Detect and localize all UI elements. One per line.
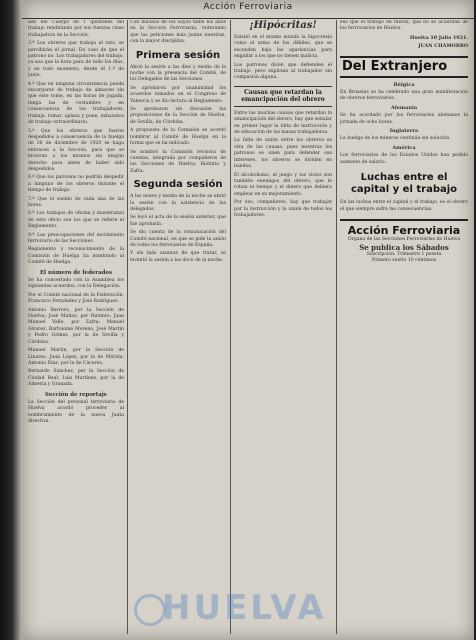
scan-edge (0, 0, 22, 640)
paragraph: En las luchas entre el capital y el trabajo, es el obrero el que siempre sufre las consecuencias. (340, 200, 468, 212)
country-heading: América (392, 144, 416, 151)
paragraph: Se nombró la Comisión revisora de cuentas, integrada por compañeros de las Secciones de Huelva, Riotinto y Zafra. (130, 149, 226, 174)
masthead (22, 0, 474, 19)
paragraph: Por eso, compañeros, hay que trabajar por la instrucción y la unión de todos los trabajadores. (234, 200, 332, 218)
box-subtitle: Órgano de las Secciones Ferroviarias de Huelva (347, 236, 461, 242)
session-heading: Primera sesión (135, 49, 221, 61)
paragraph: La Sección del personal ferroviario de Huelva acordó proceder al nombramiento de la nueva Junta directiva. (28, 399, 124, 425)
watermark: HUELVA (162, 588, 327, 628)
paragraph: Bernardo Sánchez, por la Sección de Ciudad Real; Luis Martínez, por la de Almería y Granada. (28, 369, 124, 388)
column-rule (336, 20, 337, 634)
signature: JUAN CHAMORRO (418, 43, 468, 50)
masthead-title: Acción Ferroviaria (203, 2, 293, 12)
paragraph: 4.º Que en ninguna circunstancia pueda encargarse de trabajo de almacen sin que éste tome, en las horas de jugada, tenga las de costumbre y en consecuencia de los trabajadores, trabaja, tomar, aplaza y pone, exhaustos de trabajo extraordinario. (28, 81, 124, 126)
paragraph: Por el Comité nacional de la Federación, Francisco Fernández y José Rodríguez. (28, 292, 124, 305)
column-1 (28, 20, 124, 634)
column-rule (230, 20, 231, 634)
column-2 (130, 20, 226, 634)
section-heading: El número de federados (39, 269, 113, 276)
paragraph: Con muchos de los suyos tiene los años en la Sección Ferroviaria, reiterando que las peticiones más justas nuestras, con la mayor disciplina. (130, 20, 226, 45)
paragraph: En Bruselas se ha celebrado una gran manifestación de obreros ferroviarios. (340, 90, 468, 102)
paragraph: Se dio cuenta de la comunicación del Comité nacional, en que se pide la unión de todos los ferroviarios de España. (130, 230, 226, 248)
masthead-box (340, 219, 468, 264)
paragraph: La falta de unión entre los obreros es otra de las causas, pues mientras los patronos se unen para defender sus intereses, los obreros se dividen en bandos. (234, 138, 332, 170)
paragraph: 7.º Que el sueldo de cada una de las horas. (28, 196, 124, 208)
box-price: Número suelto 10 céntimos (371, 257, 437, 263)
column-3 (234, 20, 332, 634)
paragraph: 3.º Los obreros que trabaja al rato, se percibirán el jornal. En caso de que el patrono no. Los trabajadores del trabajo, ya sea que la hora para de todo los días, y en todo momento, desde el 1.º de junio. (28, 41, 124, 79)
paragraph: Y sin más asuntos de que tratar, se levantó la sesión a las doce de la noche. (130, 251, 226, 263)
paragraph: Entre las muchas causas que retardan la emancipación del obrero, hay que señalar en primer lugar la falta de instrucción y de educación de las masas trabajadoras. (234, 110, 332, 136)
paragraph: Se aprobaron sin discusión las proposiciones de la Sección de Huelva, de Sevilla, de Córdoba. (130, 107, 226, 125)
section-banner: Del Extranjero (340, 56, 468, 78)
article-title: Causas que retardan la emancipación del obrero (234, 86, 332, 107)
paragraph: A propuesta de la Comisión se acordó nombrar al Comité de Huelga en la forma que se ha indicado. (130, 128, 226, 147)
watermark-seal-icon (134, 594, 166, 626)
column-4 (340, 20, 468, 634)
paragraph: La huelga de los mineros continúa sin solución. (340, 136, 451, 142)
paragraph: Existió en el mismo mundo la hipocresía como el arma de los débiles, que se esconden bajo las apariencias para engañar a los que no tienen malicia. (234, 35, 332, 60)
paragraph: 6.º Que los patronos no podrán despedir a ninguno de los obreros durante el tiempo de trabajo. (28, 175, 124, 194)
paragraph: Los patronos dicen que defienden el trabajo, pero explotan al trabajador sin compasión alguna. (234, 62, 332, 81)
paragraph: Antonio Barrera, por la Sección de Huelva; José Muñoz, por Riotinto; Juan Manuel Valle, por Zafra; Manuel Alvarez, Bartolomé Moreno, José Martín y Pedro Gómez, por la de Sevilla y Córdoba. (28, 307, 124, 345)
paragraph: 8.º Los trabajos de oficina y maestranza de este oficio son los que se refiere el Reglamento. (28, 211, 124, 230)
paragraph: A las nueve y media de la noche se abrió la sesión con la asistencia de los delegados. (130, 194, 226, 212)
paragraph: ado del Cuerpo de 1 quistones del trabajo rendirándo por sus fuerzas clase trabajadora de la Sección. (28, 20, 124, 38)
box-subscription: Suscripción: Trimestre 1 peseta (366, 251, 442, 257)
box-title: Acción Ferroviaria (347, 223, 461, 237)
paragraph: Los ferroviarios de los Estados Unidos han pedido aumento de salario. (340, 153, 468, 165)
box-publish-day: Se publica los Sábados (359, 242, 449, 252)
paragraph: Se leyó el acta de la sesión anterior, que fue aprobada. (130, 215, 226, 227)
article-title: Luchas entre el capital y el trabajo (350, 172, 458, 196)
paragraph: eso que el trabajo en fuerza, que no se acuerdan de los ferroviarios de Huelva. (340, 20, 468, 32)
paragraph: Se ha acordado por los ferroviarios alemanes la jornada de ocho horas. (340, 113, 468, 125)
paragraph: 5.º Que los obreros que fueron despedidos a consecuencia de la huelga de 30 de diciembre de 1920 se haga entonces a la Sección, para que se hicieran a los mismos sin ningún derecho para antes de haber sido despedidos. (28, 128, 124, 172)
article-title: ¡Hipócritas! (249, 20, 317, 31)
paragraph: Se aprobaron por unanimidad los acuerdos tomados en el Congreso de Valencia y se dio lectura al Reglamento. (130, 85, 226, 104)
country-heading: Bélgica (393, 81, 415, 88)
country-heading: Alemania (390, 104, 418, 111)
newspaper-page (22, 0, 474, 640)
column-rule (127, 20, 128, 634)
section-heading: Sección de reportaje (44, 391, 108, 398)
country-heading: Inglaterra (389, 128, 419, 135)
paragraph: Abrió la sesión a las diez y media de la noche con la presencia del Comité, de los Delegados de las Secciones. (130, 64, 226, 83)
paragraph: Manuel Martín, por la Sección de Linares; Juan López, por la de Mérida; Antonio Díaz, por la de Cáceres. (28, 348, 124, 366)
paragraph: El alcoholismo, el juego y los vicios son también enemigos del obrero, que le roban el tiempo y el dinero que debiera emplear en su mejoramiento. (234, 172, 332, 197)
paragraph: Reglamento y reconocimiento de la Comisión de Huelga ha nombrado al Comité de Huelga. (28, 247, 124, 266)
session-heading: Segunda sesión (133, 179, 223, 191)
paragraph: Se ha concertado con la Asamblea los siguientes acuerdos, con la Delegación. (28, 278, 124, 290)
dateline: Huelva 10 Julio 1921. (409, 34, 468, 41)
paragraph: 9.º Las preocupaciones del movimiento ferroviario de las Secciones. (28, 232, 124, 244)
